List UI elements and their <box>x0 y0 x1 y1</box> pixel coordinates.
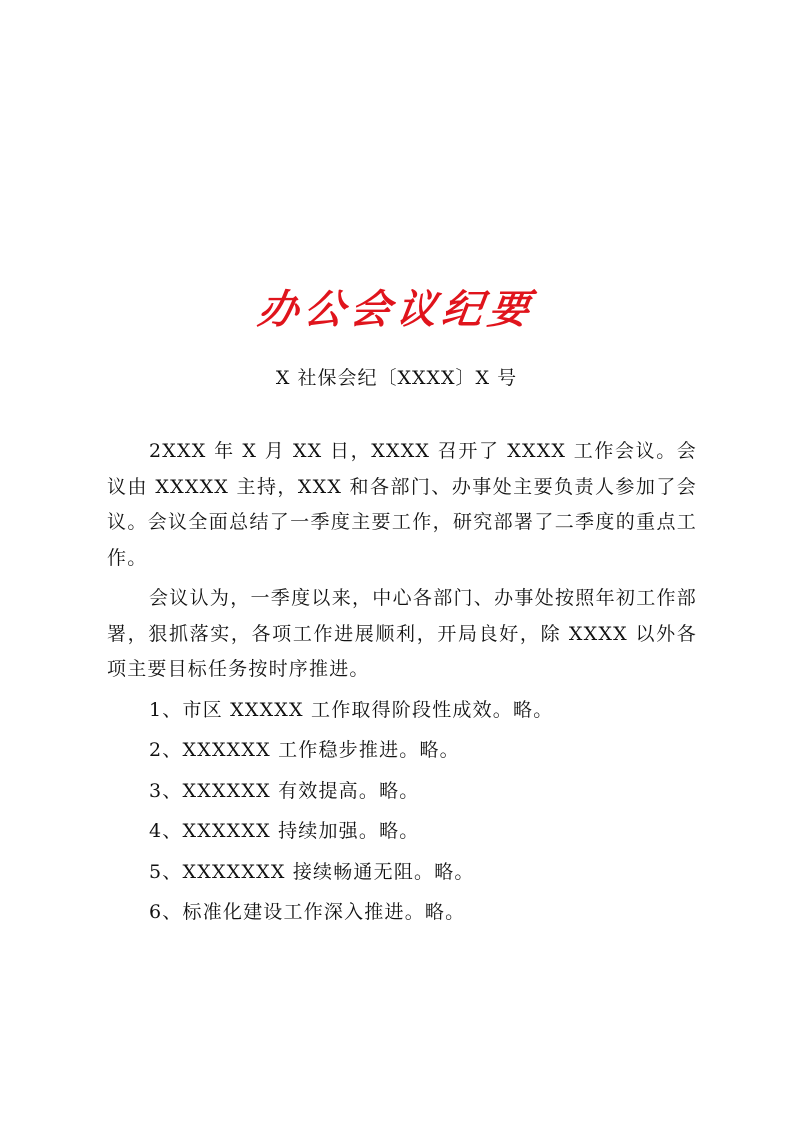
list-item: 6、标准化建设工作深入推进。略。 <box>149 901 466 923</box>
list-item: 4、XXXXXX 持续加强。略。 <box>149 820 420 842</box>
document-body <box>107 434 697 931</box>
paragraph: 2XXX 年 X 月 XX 日，XXXX 召开了 XXXX 工作会议。会议由 XXXXX 主持，XXX 和各部门、办事处主要负责人参加了会议。会议全面总结了一季度主要工作，研究部署了二季度的重点工作。 <box>107 440 697 569</box>
list-item: 1、市区 XXXXX 工作取得阶段性成效。略。 <box>149 698 554 721</box>
list-item: 5、XXXXXXX 接续畅通无阻。略。 <box>149 860 475 883</box>
list-item: 2、XXXXXX 工作稳步推进。略。 <box>149 739 460 761</box>
document-title: 办公会议纪要 <box>255 287 538 333</box>
paragraph: 会议认为，一季度以来，中心各部门、办事处按照年初工作部署，狠抓落实，各项工作进展顺利，开局良好，除 XXXX 以外各项主要目标任务按时序推进。 <box>107 587 697 680</box>
list-item: 3、XXXXXX 有效提高。略。 <box>149 779 420 802</box>
document-number: X 社保会纪〔XXXX〕X 号 <box>275 367 518 389</box>
